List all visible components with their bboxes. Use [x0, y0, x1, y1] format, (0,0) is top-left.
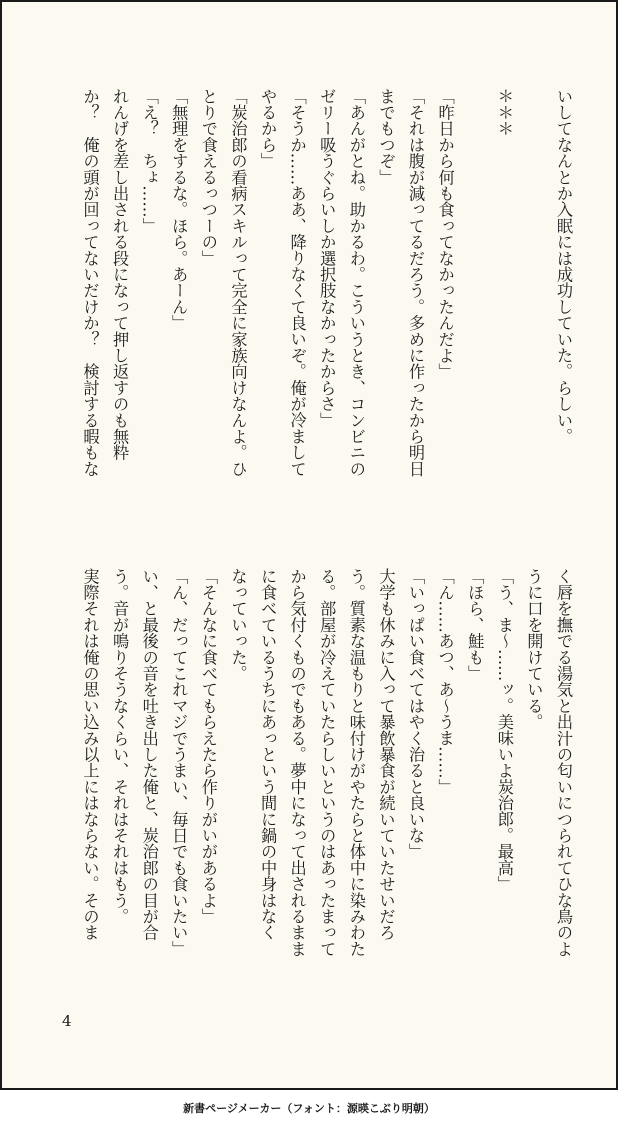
text-line: 「ん……あつ、あ～うま……」 [435, 568, 455, 795]
text-line: 「昨日から何も食ってなかったんだよ」 [435, 88, 455, 380]
text-line: ＊＊＊ [494, 88, 514, 137]
page-number: 4 [62, 1012, 72, 1030]
text-line: 「ん、だってこれマジでうまい、毎日でも食いたい」 [169, 568, 189, 957]
text-block-bottom [75, 568, 578, 1008]
text-line: とりで食えるっつーの」 [198, 88, 218, 267]
text-block-top [75, 88, 578, 528]
text-line [519, 88, 549, 528]
text-line [460, 88, 490, 528]
text-line: から気付くものでもある。夢中になって出されるまま [287, 568, 307, 957]
text-line: 「そんなに食べてもらえたら作りがいがあるよ」 [198, 568, 218, 925]
text-line: か？ 俺の頭が回ってないだけか？ 検討する暇もな [80, 88, 100, 477]
text-line: なっていった。 [228, 568, 248, 682]
text-line: 「いっぱい食べてはやく治ると良いな」 [406, 568, 426, 860]
text-line: 「無理をするな。ほら。あーん」 [169, 88, 189, 331]
text-line: れんげを差し出される段になって押し返すのも無粋 [110, 88, 130, 461]
text-line: 実際それは俺の思い込み以上にはならない。そのま [80, 568, 100, 941]
text-line: 「ほら、鮭も」 [465, 568, 485, 682]
text-line: いしてなんとか入眠には成功していた。らしい。 [554, 88, 573, 445]
text-line: 「え？ ちょ……」 [139, 88, 159, 234]
text-line: 「それは腹が減ってるだろう。多めに作ったから明日 [406, 88, 426, 477]
text-line: 「あんがとね。助かるわ。こういうとき、コンビニの [346, 88, 366, 477]
text-line: う。質素な温もりと味付けがやたらと体中に染みわた [346, 568, 366, 957]
text-line: 大学も休みに入って暴飲暴食が続いていたせいだろ [376, 568, 396, 941]
text-line: やるから」 [258, 88, 278, 169]
text-line: 「う、ま～……ッ。美味いよ炭治郎。最高」 [494, 568, 514, 892]
text-line: う。音が鳴りそうなくらい、それはそれはもう。 [110, 568, 130, 925]
text-line: く唇を撫でる湯気と出汁の匂いにつられてひな鳥のよ [554, 568, 573, 957]
text-line: る。部屋が冷えていたらしいというのはあったまって [317, 568, 337, 957]
text-line: うに口を開けている。 [524, 568, 544, 730]
text-line: 「そうか……ああ、降りなくて良いぞ。俺が冷まして [287, 88, 307, 477]
text-line: い、と最後の音を吐き出した俺と、炭治郎の目が合 [139, 568, 159, 941]
text-line: までもつぞ」 [376, 88, 396, 186]
footer-credit: 新書ページメーカー（フォント：源暎こぶり明朝） [183, 1102, 435, 1115]
text-line: 「炭治郎の看病スキルって完全に家族向けなんよ。ひ [228, 88, 248, 477]
text-line: ゼリー吸うぐらいしか選択肢なかったからさ」 [317, 88, 337, 429]
text-line: に食べているうちにあっという間に鍋の中身はなく [258, 568, 278, 941]
